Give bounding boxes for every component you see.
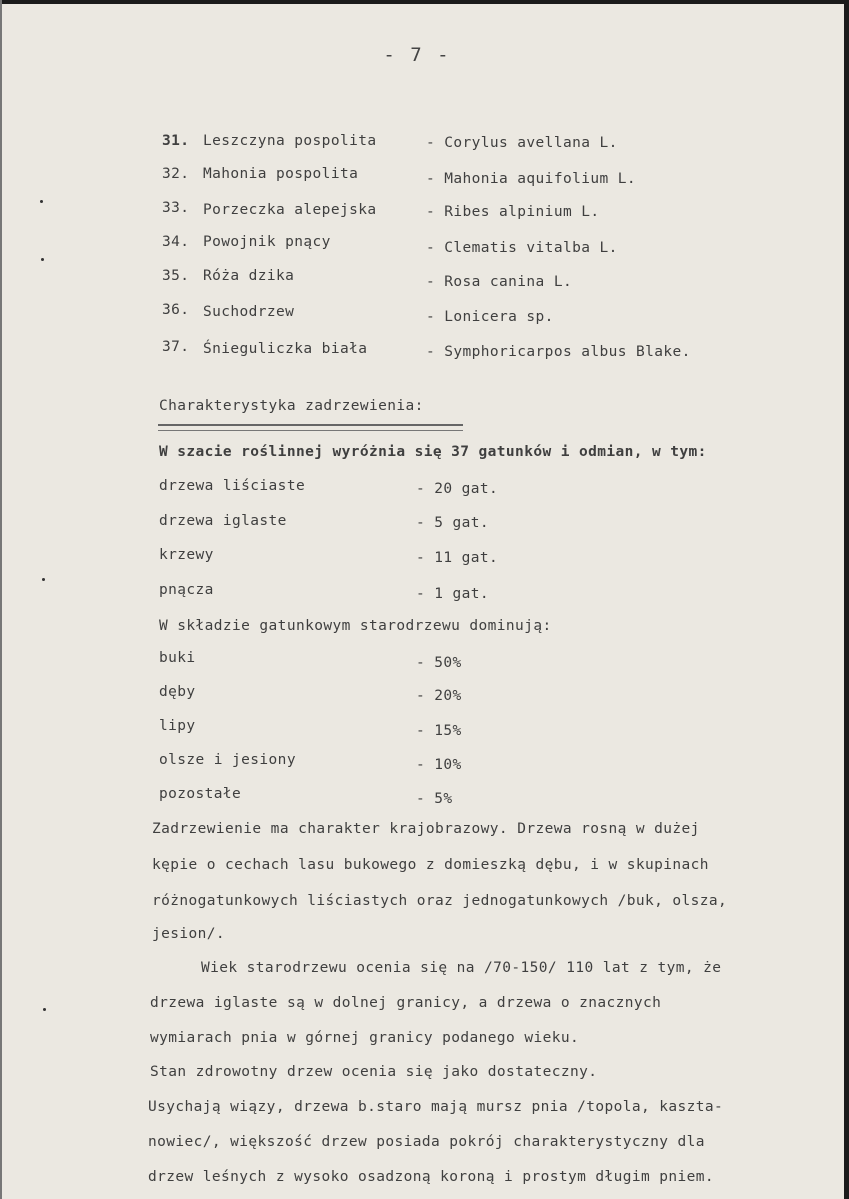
dominant-label: dęby — [159, 684, 196, 700]
scan-border-top — [0, 0, 849, 4]
paragraph-line: wymiarach pnia w górnej granicy podanego wieku. — [150, 1030, 580, 1046]
intro-text: W szacie roślinnej wyróżnia się 37 gatunków i odmian, w tym: — [159, 444, 707, 460]
type-label: pnącza — [159, 582, 214, 598]
paragraph-line: Usychają wiązy, drzewa b.staro mają mursz pnia /topola, kaszta- — [148, 1099, 724, 1115]
species-polish-name: Suchodrzew — [203, 304, 295, 320]
type-label: drzewa liściaste — [159, 478, 306, 494]
species-polish-name: Śnieguliczka biała — [203, 341, 368, 357]
species-number: 37. — [162, 339, 190, 355]
species-polish-name: Porzeczka alepejska — [203, 202, 377, 218]
page-number: - 7 - — [383, 44, 451, 66]
scan-border-right — [844, 0, 849, 1199]
species-number: 34. — [162, 234, 190, 250]
type-label: drzewa iglaste — [159, 513, 287, 529]
paragraph-line: drzewa iglaste są w dolnej granicy, a drzewa o znacznych — [150, 995, 662, 1011]
dominant-label: lipy — [159, 718, 196, 734]
scan-speck — [43, 1008, 46, 1011]
paragraph-line: drzew leśnych z wysoko osadzoną koroną i prostym długim pniem. — [148, 1169, 715, 1185]
scan-speck — [42, 578, 45, 581]
dominant-value: - 50% — [416, 655, 462, 671]
dominant-label: olsze i jesiony — [159, 752, 296, 768]
dominant-intro-text: W składzie gatunkowym starodrzewu dominują: — [159, 618, 552, 634]
dominant-value: - 10% — [416, 757, 462, 773]
type-value: - 5 gat. — [416, 515, 490, 531]
heading-underline — [158, 424, 463, 431]
type-value: - 1 gat. — [416, 586, 490, 602]
species-latin-name: - Mahonia aquifolium L. — [426, 171, 636, 187]
paragraph-line: Zadrzewienie ma charakter krajobrazowy. Drzewa rosną w dużej — [152, 821, 700, 837]
dominant-label: pozostałe — [159, 786, 242, 802]
paragraph-line: nowiec/, większość drzew posiada pokrój charakterystyczny dla — [148, 1134, 705, 1150]
paragraph-line: kępie o cechach lasu bukowego z domieszką dębu, i w skupinach — [152, 857, 709, 873]
section-heading: Charakterystyka zadrzewienia: — [159, 398, 424, 414]
type-label: krzewy — [159, 547, 214, 563]
scan-speck — [40, 200, 43, 203]
species-latin-name: - Symphoricarpos albus Blake. — [426, 344, 691, 360]
species-latin-name: - Ribes alpinium L. — [426, 204, 600, 220]
dominant-label: buki — [159, 650, 196, 666]
scan-speck — [41, 258, 44, 261]
paragraph-line: Wiek starodrzewu ocenia się na /70-150/ 110 lat z tym, że — [201, 960, 722, 976]
species-latin-name: - Lonicera sp. — [426, 309, 554, 325]
species-latin-name: - Rosa canina L. — [426, 274, 573, 290]
species-number: 32. — [162, 166, 190, 182]
type-value: - 11 gat. — [416, 550, 499, 566]
species-number: 36. — [162, 302, 190, 318]
type-value: - 20 gat. — [416, 481, 499, 497]
species-polish-name: Róża dzika — [203, 268, 295, 284]
species-latin-name: - Clematis vitalba L. — [426, 240, 618, 256]
species-polish-name: Powojnik pnący — [203, 234, 331, 250]
species-number: 33. — [162, 200, 190, 216]
species-latin-name: - Corylus avellana L. — [426, 135, 618, 151]
species-polish-name: Mahonia pospolita — [203, 166, 359, 182]
scan-border-left — [0, 0, 2, 1199]
paragraph-line: Stan zdrowotny drzew ocenia się jako dostateczny. — [150, 1064, 598, 1080]
species-number: 31. — [162, 133, 190, 149]
species-number: 35. — [162, 268, 190, 284]
species-polish-name: Leszczyna pospolita — [203, 133, 377, 149]
paragraph-line: różnogatunkowych liściastych oraz jednogatunkowych /buk, olsza, — [152, 893, 728, 909]
dominant-value: - 15% — [416, 723, 462, 739]
paragraph-line: jesion/. — [152, 926, 226, 942]
dominant-value: - 20% — [416, 688, 462, 704]
dominant-value: - 5% — [416, 791, 453, 807]
